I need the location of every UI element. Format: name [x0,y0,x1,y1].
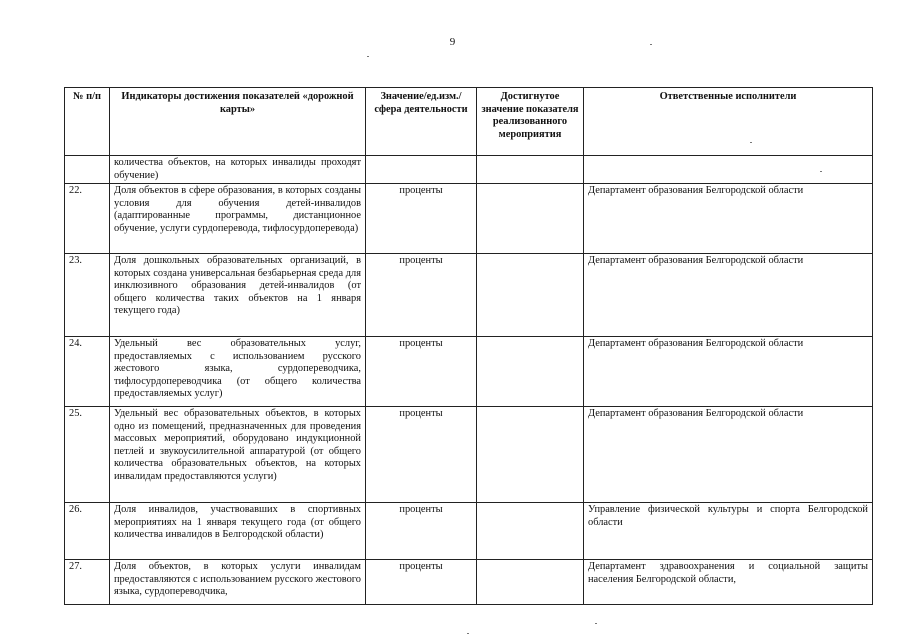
row-achieved [477,560,584,605]
row-value: проценты [366,184,477,254]
header-value: Значение/ед.изм./ сфера деятельности [366,88,477,156]
row-number [65,156,110,184]
row-responsible: Департамент образования Белгородской области [584,407,873,503]
header-responsible: Ответственные исполнители [584,88,873,156]
row-responsible: Управление физической культуры и спорта Белгородской области [584,503,873,560]
row-indicator: Доля инвалидов, участвовавших в спортивных мероприятиях на 1 января текущего года (от общего количества инвалидов в Белгородской области) [110,503,366,560]
scan-speck [595,623,597,624]
row-value: проценты [366,254,477,337]
row-achieved [477,254,584,337]
row-indicator: количества объектов, на которых инвалиды проходят обучение) [110,156,366,184]
scan-speck [750,142,752,143]
roadmap-indicators-table [64,87,873,605]
row-indicator: Удельный вес образовательных объектов, в которых одно из помещений, предназначенных для проведения массовых мероприятий, оборудовано индукционной петлей и звукоусилительной аппаратурой (от общего количества образовательных объектов, на которых инвалидам предоставляются услуги) [110,407,366,503]
table-row [65,337,873,407]
scan-speck [650,44,652,45]
row-achieved [477,407,584,503]
row-number: 24. [65,337,110,407]
page-number: 9 [449,36,456,48]
row-value [366,156,477,184]
table-row [65,254,873,337]
row-number: 26. [65,503,110,560]
row-responsible: Департамент образования Белгородской области [584,337,873,407]
row-number: 22. [65,184,110,254]
row-responsible: Департамент здравоохранения и социальной защиты населения Белгородской области, [584,560,873,605]
row-number: 25. [65,407,110,503]
row-responsible: Департамент образования Белгородской области [584,184,873,254]
row-achieved [477,156,584,184]
table-row [65,407,873,503]
row-responsible [584,156,873,184]
row-number: 23. [65,254,110,337]
row-value: проценты [366,407,477,503]
scan-speck [367,56,369,57]
row-achieved [477,184,584,254]
table-row [65,184,873,254]
row-indicator: Доля объектов в сфере образования, в которых созданы условия для обучения детей-инвалидов (адаптированные программы, дистанционное обучение, услуги сурдоперевода, тифлосурдоперевода) [110,184,366,254]
row-achieved [477,503,584,560]
row-indicator: Доля дошкольных образовательных организаций, в которых создана универсальная безбарьерная среда для инклюзивного образования детей-инвалидов (от общего количества таких объектов на 1 января текущего года) [110,254,366,337]
header-number: № п/п [65,88,110,156]
scan-speck [820,171,822,172]
row-achieved [477,337,584,407]
table-row [65,156,873,184]
table-row [65,503,873,560]
row-value: проценты [366,503,477,560]
row-number: 27. [65,560,110,605]
row-value: проценты [366,560,477,605]
row-indicator: Доля объектов, в которых услуги инвалидам предоставляются с использованием русского жестового языка, сурдопереводчика, [110,560,366,605]
row-value: проценты [366,337,477,407]
header-achieved: Достигнутое значение показателя реализованного мероприятия [477,88,584,156]
row-responsible: Департамент образования Белгородской области [584,254,873,337]
scan-speck [467,633,469,634]
table-row [65,560,873,605]
header-indicator: Индикаторы достижения показателей «дорожной карты» [110,88,366,156]
table-header-row [65,88,873,156]
row-indicator: Удельный вес образовательных услуг, предоставляемых с использованием русского жестового языка, сурдопереводчика, тифлосурдопереводчика (от общего количества предоставляемых услуг) [110,337,366,407]
